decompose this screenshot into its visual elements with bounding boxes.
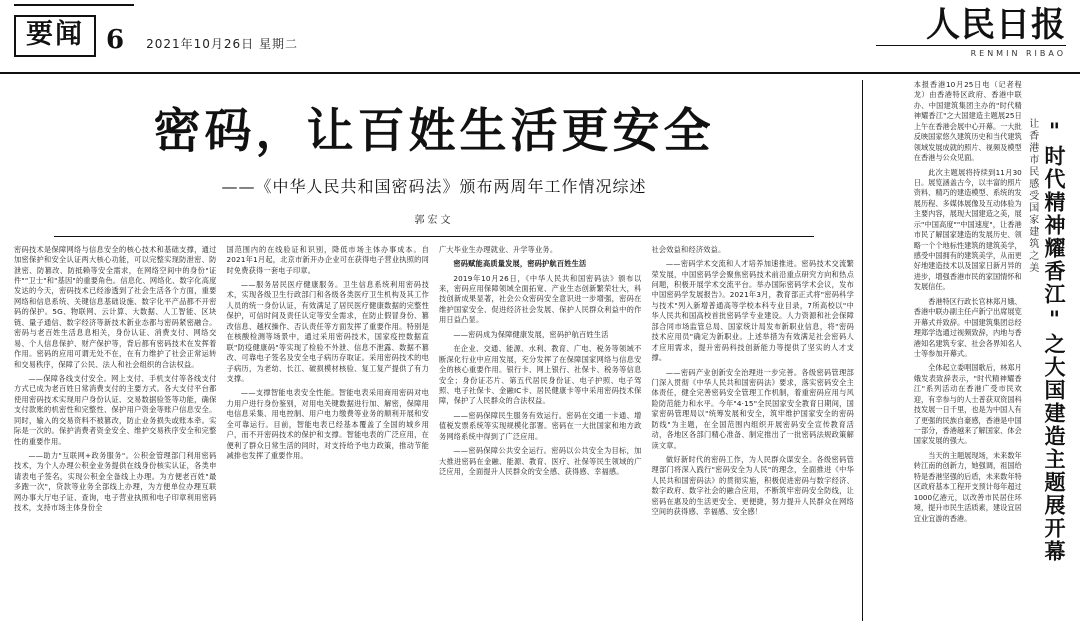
paragraph: 当天的主题展现场，未来数年转江南的创新力，她强调，祖国给特是香港坚强的后盾，未来数年特区政府基本工程开支预计每年超过1000亿港元，以改善市民居住环境，提升市民生活质素，建设宜居宜业宜游的香港。 bbox=[913, 450, 1022, 523]
paragraph: ——密码学术交流和人才培养加速推进。密码技术交流繁荣发展，中国密码学会聚焦密码技术前沿重点研究方向和热点问题，积极开展学术交流平台。举办国际密码学术会议，发布中国密码学发展报告》。2021年3月，教育部正式将"密码科学与技术"列入新增普通高等学校本科专业目录，7所高校以"中华人民共和国高校首批密码学专业建设。人力资源和社会保障部合同市场监管总局、国家统计局发布新职业信息，将"密码技术应用员"确定为新职业。上述举措为有效满足社会密码人才应用需求，提升密码科技创新能力等提供了坚实的人才支撑。 bbox=[651, 259, 854, 363]
article-columns bbox=[14, 245, 854, 522]
masthead-left bbox=[0, 15, 298, 56]
byline: 郭宏文 bbox=[414, 214, 454, 226]
paragraph: 2019年10月26日，《中华人民共和国密码法》颁布以来，密码应用保障领域全面拓宽、产业生态创新繁荣壮大，科技创新成果显著，社会公众密码安全意识进一步增强，密码在维护国家安全、促进经济社会发展、保护人民群众利益中的作用日益凸显。 bbox=[439, 273, 642, 325]
paragraph: 社会效益和经济效益。 bbox=[651, 244, 726, 254]
paragraph: ——密码产业创新安全治理进一步完善。各级密码管理部门深入贯彻《中华人民共和国密码法》要求，落实密码安全主体责任，健全完善密码安全管理工作机制，着重密码应用与风险防范能力和水平。今年"4·15"全民国家安全教育日期间，国家密码管理局以"统筹发展和安全，筑牢维护国家安全的密码防线"为主题，在全国范围内组织开展密码安全宣传教育活动，各地区各部门精心准备、制定推出了一批密码法规政策解读文章。 bbox=[651, 367, 854, 450]
side-headline-block bbox=[1026, 80, 1067, 625]
article-column-2 bbox=[227, 245, 430, 522]
logo-rule bbox=[876, 45, 1066, 46]
page-content bbox=[0, 74, 1080, 625]
side-article-body bbox=[914, 80, 1022, 625]
subsection-heading: 密码赋能高质量发展，密码护航百姓生活 bbox=[453, 259, 587, 269]
paragraph: 国范围内的在线验证和识别，降低市场主体办事成本。自2021年1月起，北京市新开办企业可在获得电子营业执照的同时免费获得一套电子印章。 bbox=[226, 244, 429, 275]
page-title: 密码，让百姓生活更安全 bbox=[153, 104, 715, 159]
paragraph: ——服务居民医疗健康服务。卫生信息系统利用密码技术，实现各级卫生行政部门和各级各类医疗卫生机构及其工作人员的统一身份认证，有效满足了居民医疗健康数据的完整性保护，可信时间及责任认定等安全需求，在防止假冒身份、篡改信息、越权操作、否认责任等方面发挥了重要作用。特别是在核酸检测等场景中，通过采用密码技术，国家疫控数据直联"防疫健康码"等实现了检验不外泄、信息不泄露、数据不篡改、可靠电子签名及安全电子病历存取证。采用密码技术的电子病历，为老幼、长江、破损模材核验、复工复产提供了有力支撑。 bbox=[226, 280, 429, 383]
side-article bbox=[863, 74, 1079, 625]
main-article bbox=[0, 74, 862, 625]
masthead bbox=[0, 0, 1080, 74]
paper-name-pinyin: RENMIN RIBAO bbox=[970, 49, 1066, 58]
paragraph: ——密码保障民生服务有效运行。密码在交通一卡通、增值税发票系统等实现规模化部署。密码在一大批国家和地方政务网络系统中得到了广泛应用。 bbox=[439, 410, 642, 441]
paragraph: ——助力"互联网+政务服务"。公积金管理部门利用密码技术，为个人办理公积金业务提供在线身份核实认证，各类申请表电子签名，实现公积金全备线上办理。为方便老百姓"最多跑一次"，贷款等业务全部线上办理，为方便单位办理互联网办事大厅电子证、查询，电子营业执照和电子印章利用密码技术，支持市场主体身份全 bbox=[14, 451, 217, 513]
article-column-4 bbox=[652, 245, 855, 522]
subheadline: ——《中华人民共和国密码法》颁布两周年工作情况综述 bbox=[221, 176, 647, 196]
paper-logo bbox=[876, 5, 1066, 58]
paragraph: 密码技术是保障网络与信息安全的核心技术和基础支撑，通过加密保护和安全认证两大核心功能，可以完整实现防泄密、防泄密、防篡改、防抵赖等安全需求，在网络空间中的身份"证件""卫士"和"基因"的重要角色。信息化、网络化、数字化高度发达的今天，密码技术已经渗透到了社会生活各个方面，重要网络和信息系统、关键信息基础设施、数字化平产品都不开密码的保护。5G、物联网、云计算、大数据、人工智能、区块链、量子通信、数字经济等新技术新业态都与密码紧密融合。密码与老百姓生活息息相关，身份认证、消费支付、网络交易、个人信息保护、财产保护等，背后都有密码技术在发挥着作用。密码的应用可谓无处不在，在有力维护了社会正常运转和交易秩序，保障了公民、法人和社会组织的合法权益。 bbox=[14, 244, 217, 369]
paragraph: 本报香港10月25日电（记者程龙）由香港特区政府、香港中联办、中国建筑集团主办的"时代精神耀香江"之大国建造主题展25日上午在香港会展中心开幕。一大批反映国家悠久建筑历史和当代建筑领域发展成就的照片、视频及模型在香港与公众见面。 bbox=[913, 80, 1022, 163]
paragraph: 全体起立委唱国歌后，林郑月娥发表致辞表示，"时代精神耀香江"系列活动在香港广受市民欢迎，有幸参与的人士普获双资国科技发展一日千里，也是为中国人有了更强的民族自豪感，香港是中国一部分，香港越来了解国家、体会国家发展的强大。 bbox=[913, 363, 1022, 446]
headline-block bbox=[14, 80, 854, 237]
page-number: 6 bbox=[106, 24, 125, 55]
paragraph: 在企业、交通、能源、水利、教育、广电、税务等领域不断深化行业中应用发展，充分发挥了在保障国家网络与信息安全的核心重要作用。银行卡、网上银行、社保卡、税务等信息安全；身份证芯片、第五代居民身份证、电子护照、电子驾照、电子社保卡、金融IC卡、居民健康卡等中采用密码技术保障，保护了人民群众的合法权益。 bbox=[439, 344, 642, 406]
paragraph: ——密码成为保障健康发展，密码护航百姓生活 bbox=[453, 329, 609, 339]
side-title: "时代精神耀香江"之大国建造主题展开幕 bbox=[1042, 118, 1067, 563]
masthead-left-rule bbox=[14, 4, 134, 6]
article-column-3 bbox=[439, 245, 642, 522]
paragraph: ——支撑智能电表安全性能。智能电表采用商用密码对电力用户进行身份鉴别，对用电关键数据进行加、解密，保障用电信息采集、用电控制、用户电力缴费等业务的顺利开展和安全可靠运行。目前，智能电表已经基本覆盖了全国的城乡用户，而不开密码技术的保护和支撑。智能电表的广泛应用，在便利了群众日常生活的同时，对支持给予电力政策，推动节能减排也发挥了重要作用。 bbox=[226, 388, 429, 460]
side-kicker: 让香港市民感受国家建筑之美 bbox=[1026, 118, 1038, 274]
paper-name: 人民日报 bbox=[926, 5, 1066, 45]
paragraph: ——保障各线支付安全。网上支付、手机支付等各线支付方式已成为老百姓日常消费支付的主要方式。各大支付平台都使用密码技术实现用户身份认证、交易数据验签等功能，确保支付款账的机密性和完整性、保护用户资金等账户信息安全。同时，输入的交易资料不被篡改，防止业务损失或账本牵。实际是一次的。保护消费者资金安全、维护交易秩序安全和完整性的重要作用。 bbox=[14, 373, 217, 446]
paragraph: ——密码保障公共安全运行。密码以公共安全为目标，加大推进密码在金融、能源、教育、医疗、社保等民生领域的广泛应用，全面提升人民群众的安全感、获得感、幸福感。 bbox=[439, 446, 642, 476]
issue-date: 2021年10月26日 星期二 bbox=[146, 36, 298, 51]
section-label: 要闻 bbox=[14, 15, 96, 56]
paragraph: 此次主题展将持续到11月30日。展览涵盖古今，以丰富的照片资料、精巧的建造模型、系统的发展历程、多媒体展像及互动体验为主要内容，展现大国建造之美，展示"中国高度""中国速度"，让香港市民了解国家建造的发展历史、领略一个个地标性建筑的建筑美学，感受中国拥有的建筑美学，从而更好地建造技术以及国家日新月异的进步，增强香港市民的家国情怀和发展信任。 bbox=[913, 167, 1022, 292]
article-column-1 bbox=[14, 245, 217, 522]
headline-rule bbox=[54, 236, 814, 237]
paragraph: 香港特区行政长官林郑月娥、香港中联办副主任卢新宁出席展览开幕式并致辞。中国建筑集团总经理郑学选通过视频致辞，内地与香港知名建筑专家、社会各界知名人士等参加开幕式。 bbox=[913, 296, 1022, 358]
paragraph: 做好新时代的密码工作，为人民群众谋安全。各级密码管理部门将深入践行"密码安全为人民"的理念，全面推进《中华人民共和国密码法》的贯彻实施，积极促进密码与数字经济、数字政府、数字社会的融合应用，不断筑牢密码安全防线，让密码在惠及的生活更安全、更便捷，努力提升人民群众在网络空间的获得感、幸福感、安全感！ bbox=[651, 455, 854, 517]
paragraph: 广大毕业生办理就业、升学等业务。 bbox=[439, 244, 558, 254]
